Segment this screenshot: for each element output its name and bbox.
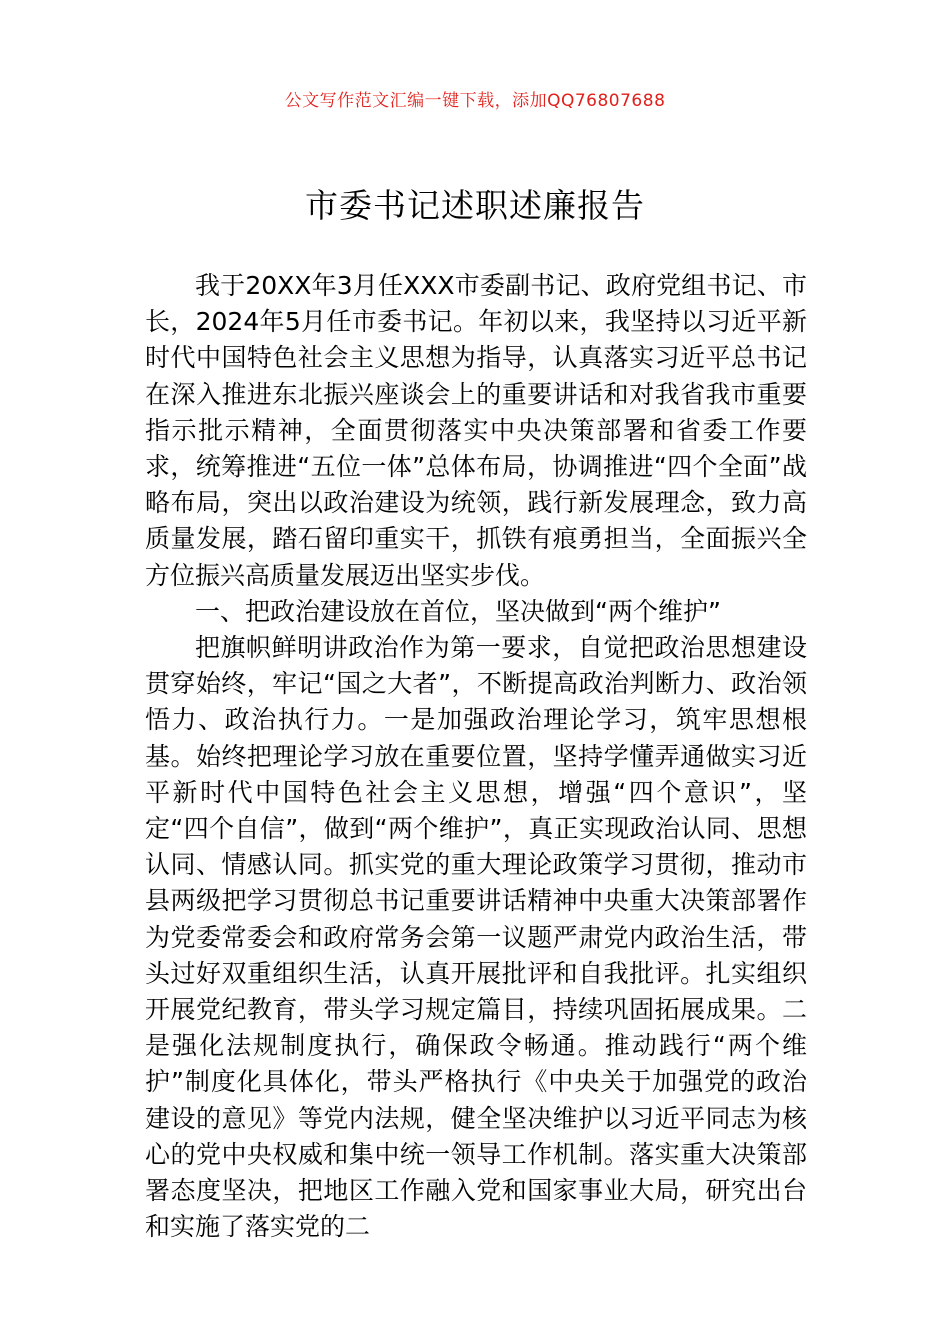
intro-paragraph: 我于20XX年3月任XXX市委副书记、政府党组书记、市长，2024年5月任市委书记。年初以来，我坚持以习近平新时代中国特色社会主义思想为指导，认真落实习近平总书记在深入推进东北振兴座谈会上的重要讲话和对我省我市重要指示批示精神，全面贯彻落实中央决策部署和省委工作要求，统筹推进“五位一体”总体布局，协调推进“四个全面”战略布局，突出以政治建设为统领，践行新发展理念，致力高质量发展，踏石留印重实干，抓铁有痕勇担当，全面振兴全方位振兴高质量发展迈出坚实步伐。 [145,271,807,590]
download-notice: 公文写作范文汇编一键下载，添加QQ76807688 [284,91,666,111]
section-heading: 一、把政治建设放在首位，坚决做到“两个维护” [195,596,721,626]
section-paragraph: 把旗帜鲜明讲政治作为第一要求，自觉把政治思想建设贯穿始终，牢记“国之大者”，不断提高政治判断力、政治领悟力、政治执行力。一是加强政治理论学习，筑牢思想根基。始终把理论学习放在重要位置，坚持学懂弄通做实习近平新时代中国特色社会主义思想，增强“四个意识”，坚定“四个自信”，做到“两个维护”，真正实现政治认同、思想认同、情感认同。抓实党的重大理论政策学习贯彻，推动市县两级把学习贯彻总书记重要讲话精神中央重大决策部署作为党委常委会和政府常务会第一议题严肃党内政治生活，带头过好双重组织生活，认真开展批评和自我批评。扎实组织开展党纪教育，带头学习规定篇目，持续巩固拓展成果。二是强化法规制度执行，确保政令畅通。推动践行“两个维护”制度化具体化，带头严格执行《中央关于加强党的政治建设的意见》等党内法规，健全坚决维护以习近平同志为核心的党中央权威和集中统一领导工作机制。落实重大决策部署态度坚决，把地区工作融入党和国家事业大局，研究出台和实施了落实党的二 [145,633,807,1242]
document-body [145,268,807,1245]
document-title: 市委书记述职述廉报告 [305,186,645,225]
